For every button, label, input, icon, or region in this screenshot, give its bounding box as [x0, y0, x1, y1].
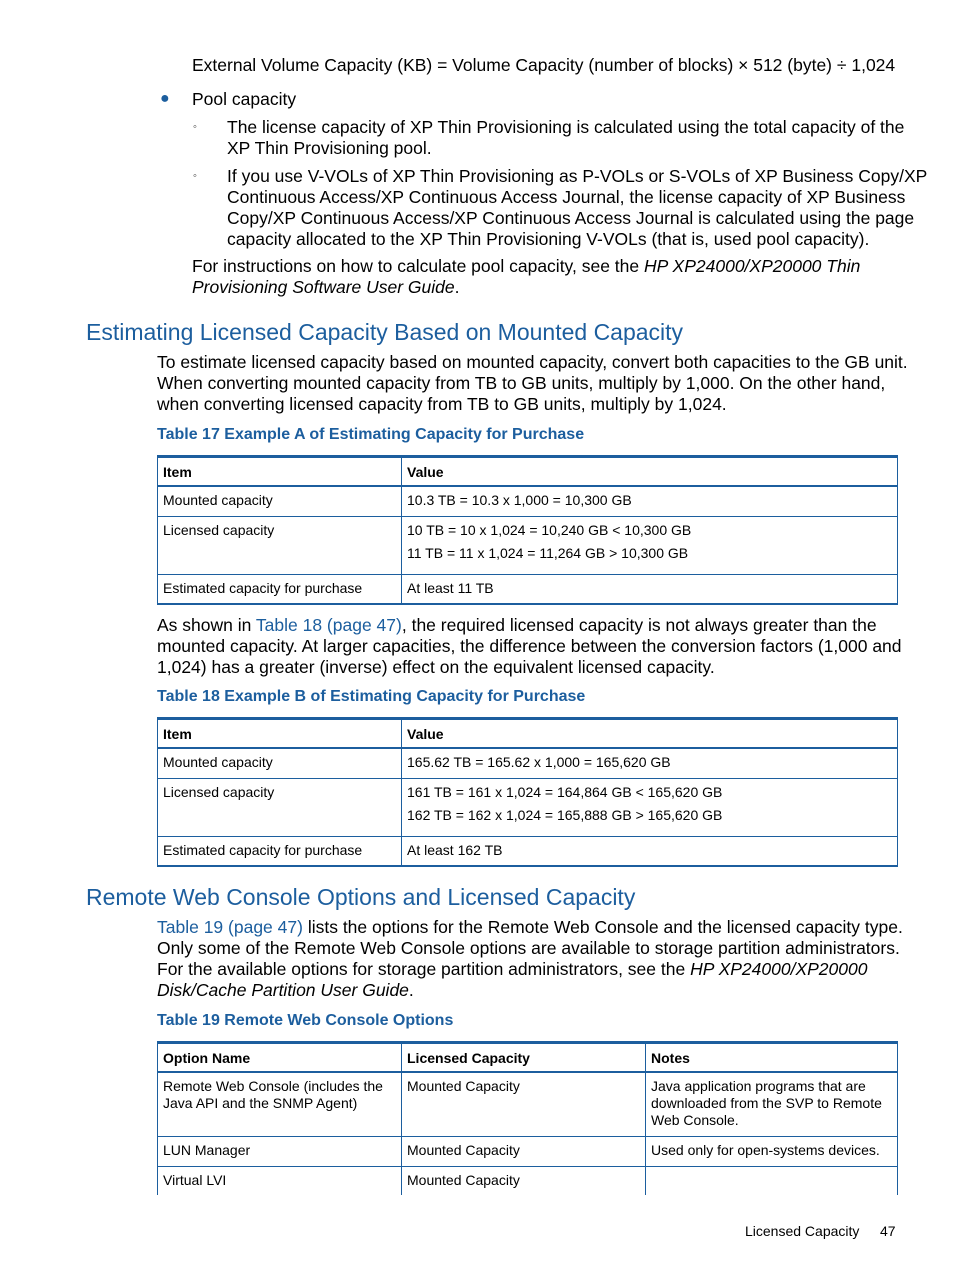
table-cell: Virtual LVI: [158, 1166, 402, 1195]
section2-para-line-3: [157, 959, 867, 980]
sub-bullet-1-line-1: The license capacity of XP Thin Provisioning is calculated using the total capacity of the: [227, 117, 905, 137]
table-row: [158, 516, 898, 574]
table-cell: LUN Manager: [158, 1136, 402, 1166]
instructions-line-1: [192, 256, 860, 277]
column-header-value: Value: [402, 457, 898, 487]
instructions-prefix: For instructions on how to calculate pool capacity, see the: [192, 256, 645, 276]
para-text: .: [408, 980, 414, 1000]
guide-title-part-1: HP XP24000/XP20000 Thin: [644, 256, 861, 276]
column-header-item: Item: [158, 457, 402, 487]
section1-para-line-1: To estimate licensed capacity based on mounted capacity, convert both capacities to the GB unit.: [157, 352, 908, 372]
table-cell: Estimated capacity for purchase: [158, 836, 402, 866]
table-row: [158, 778, 898, 836]
table-cell-multiline: [402, 778, 898, 836]
table-17-caption: Table 17 Example A of Estimating Capacity for Purchase: [157, 426, 585, 443]
column-header-item: Item: [158, 719, 402, 749]
bullet-pool-capacity: Pool capacity: [192, 89, 297, 109]
table-cell: Licensed capacity: [158, 516, 402, 574]
column-header-licensed-capacity: Licensed Capacity: [402, 1043, 646, 1073]
table-18: [157, 717, 898, 867]
section2-para-line-2: Only some of the Remote Web Console options are available to storage partition administrators.: [157, 938, 900, 958]
footer-page-number: 47: [880, 1223, 896, 1239]
table-row: [158, 1166, 898, 1195]
table-cell: Mounted capacity: [158, 748, 402, 778]
table-cell: Mounted Capacity: [402, 1072, 646, 1136]
para-text: For the available options for storage partition administrators, see the: [157, 959, 691, 979]
para-text: As shown in: [157, 615, 256, 635]
section1-para-line-2: When converting mounted capacity from TB to GB units, multiply by 1,000. On the other hand,: [157, 373, 886, 393]
table-header-row: [158, 457, 898, 487]
table-18-link[interactable]: Table 18 (page 47): [255, 615, 402, 635]
table-cell: 10.3 TB = 10.3 x 1,000 = 10,300 GB: [402, 486, 898, 516]
cell-line: 10 TB = 10 x 1,024 = 10,240 GB < 10,300 GB: [407, 521, 692, 538]
table-cell: Java application programs that are downloaded from the SVP to Remote Web Console.: [646, 1072, 898, 1136]
column-header-value: Value: [402, 719, 898, 749]
sub-bullet-2-line-2: Continuous Access/XP Continuous Access Journal, the license capacity of XP Business: [227, 187, 906, 207]
formula-line: External Volume Capacity (KB) = Volume Capacity (number of blocks) × 512 (byte) ÷ 1,024: [192, 55, 896, 75]
sub-bullet-2-line-3: Copy/XP Continuous Access/XP Continuous Access Journal is calculated using the page: [227, 208, 915, 228]
section1-para2-line-3: 1,024) has a greater (inverse) effect on the equivalent licensed capacity.: [157, 657, 715, 677]
table-cell: Licensed capacity: [158, 778, 402, 836]
table-cell: At least 162 TB: [402, 836, 898, 866]
section1-para-line-3: when converting licensed capacity from TB to GB units, multiply by 1,024.: [157, 394, 727, 414]
table-18-caption: Table 18 Example B of Estimating Capacity for Purchase: [157, 688, 586, 705]
table-cell: Estimated capacity for purchase: [158, 574, 402, 604]
table-cell: [646, 1166, 898, 1195]
sub-bullet-2-line-1: If you use V-VOLs of XP Thin Provisioning as P-VOLs or S-VOLs of XP Business Copy/XP: [227, 166, 928, 186]
section-heading-remote-web-console: Remote Web Console Options and Licensed Capacity: [86, 884, 636, 910]
column-header-notes: Notes: [646, 1043, 898, 1073]
instructions-suffix: .: [454, 277, 460, 297]
cell-line: 162 TB = 162 x 1,024 = 165,888 GB > 165,620 GB: [407, 806, 723, 823]
section-heading-estimating: Estimating Licensed Capacity Based on Mounted Capacity: [86, 319, 684, 345]
table-row: [158, 1136, 898, 1166]
table-cell-multiline: [402, 516, 898, 574]
table-cell: Mounted Capacity: [402, 1166, 646, 1195]
guide-title-part-1: HP XP24000/XP20000: [690, 959, 868, 979]
guide-title-part-2: Provisioning Software User Guide: [192, 277, 455, 297]
section2-para-line-4: [157, 980, 414, 1001]
para-text: , the required licensed capacity is not always greater than the: [401, 615, 877, 635]
cell-line: 161 TB = 161 x 1,024 = 164,864 GB < 165,620 GB: [407, 783, 723, 800]
section2-para-line-1: [157, 917, 903, 938]
instructions-line-2: [192, 277, 460, 298]
sub-bullet-2-line-4: capacity allocated to the XP Thin Provisioning V-VOLs (that is, used pool capacity).: [227, 229, 870, 249]
sub-bullet-icon: ◦: [193, 121, 197, 133]
section1-para2-line-2: mounted capacity. At larger capacities, the difference between the conversion factors (1,000 and: [157, 636, 902, 656]
section1-para2-line-1: [157, 615, 877, 636]
bullet-icon: ●: [160, 90, 170, 107]
table-19-link[interactable]: Table 19 (page 47): [157, 917, 303, 937]
table-cell: Used only for open-systems devices.: [646, 1136, 898, 1166]
table-row: [158, 1072, 898, 1136]
cell-line: 11 TB = 11 x 1,024 = 11,264 GB > 10,300 GB: [407, 544, 689, 561]
table-row: [158, 486, 898, 516]
footer-section-title: Licensed Capacity: [745, 1223, 860, 1239]
table-row: [158, 748, 898, 778]
table-row: [158, 574, 898, 604]
table-17: [157, 455, 898, 605]
sub-bullet-icon: ◦: [193, 170, 197, 182]
table-cell: 165.62 TB = 165.62 x 1,000 = 165,620 GB: [402, 748, 898, 778]
table-cell: Mounted Capacity: [402, 1136, 646, 1166]
table-cell: Remote Web Console (includes the Java API and the SNMP Agent): [158, 1072, 402, 1136]
table-19-caption: Table 19 Remote Web Console Options: [157, 1012, 454, 1029]
para-text: lists the options for the Remote Web Console and the licensed capacity type.: [302, 917, 903, 937]
table-header-row: [158, 1043, 898, 1073]
sub-bullet-1-line-2: XP Thin Provisioning pool.: [227, 138, 432, 158]
column-header-option-name: Option Name: [158, 1043, 402, 1073]
table-cell: At least 11 TB: [402, 574, 898, 604]
table-cell: Mounted capacity: [158, 486, 402, 516]
guide-title-part-2: Disk/Cache Partition User Guide: [157, 980, 409, 1000]
table-header-row: [158, 719, 898, 749]
table-19: [157, 1041, 898, 1195]
table-row: [158, 836, 898, 866]
